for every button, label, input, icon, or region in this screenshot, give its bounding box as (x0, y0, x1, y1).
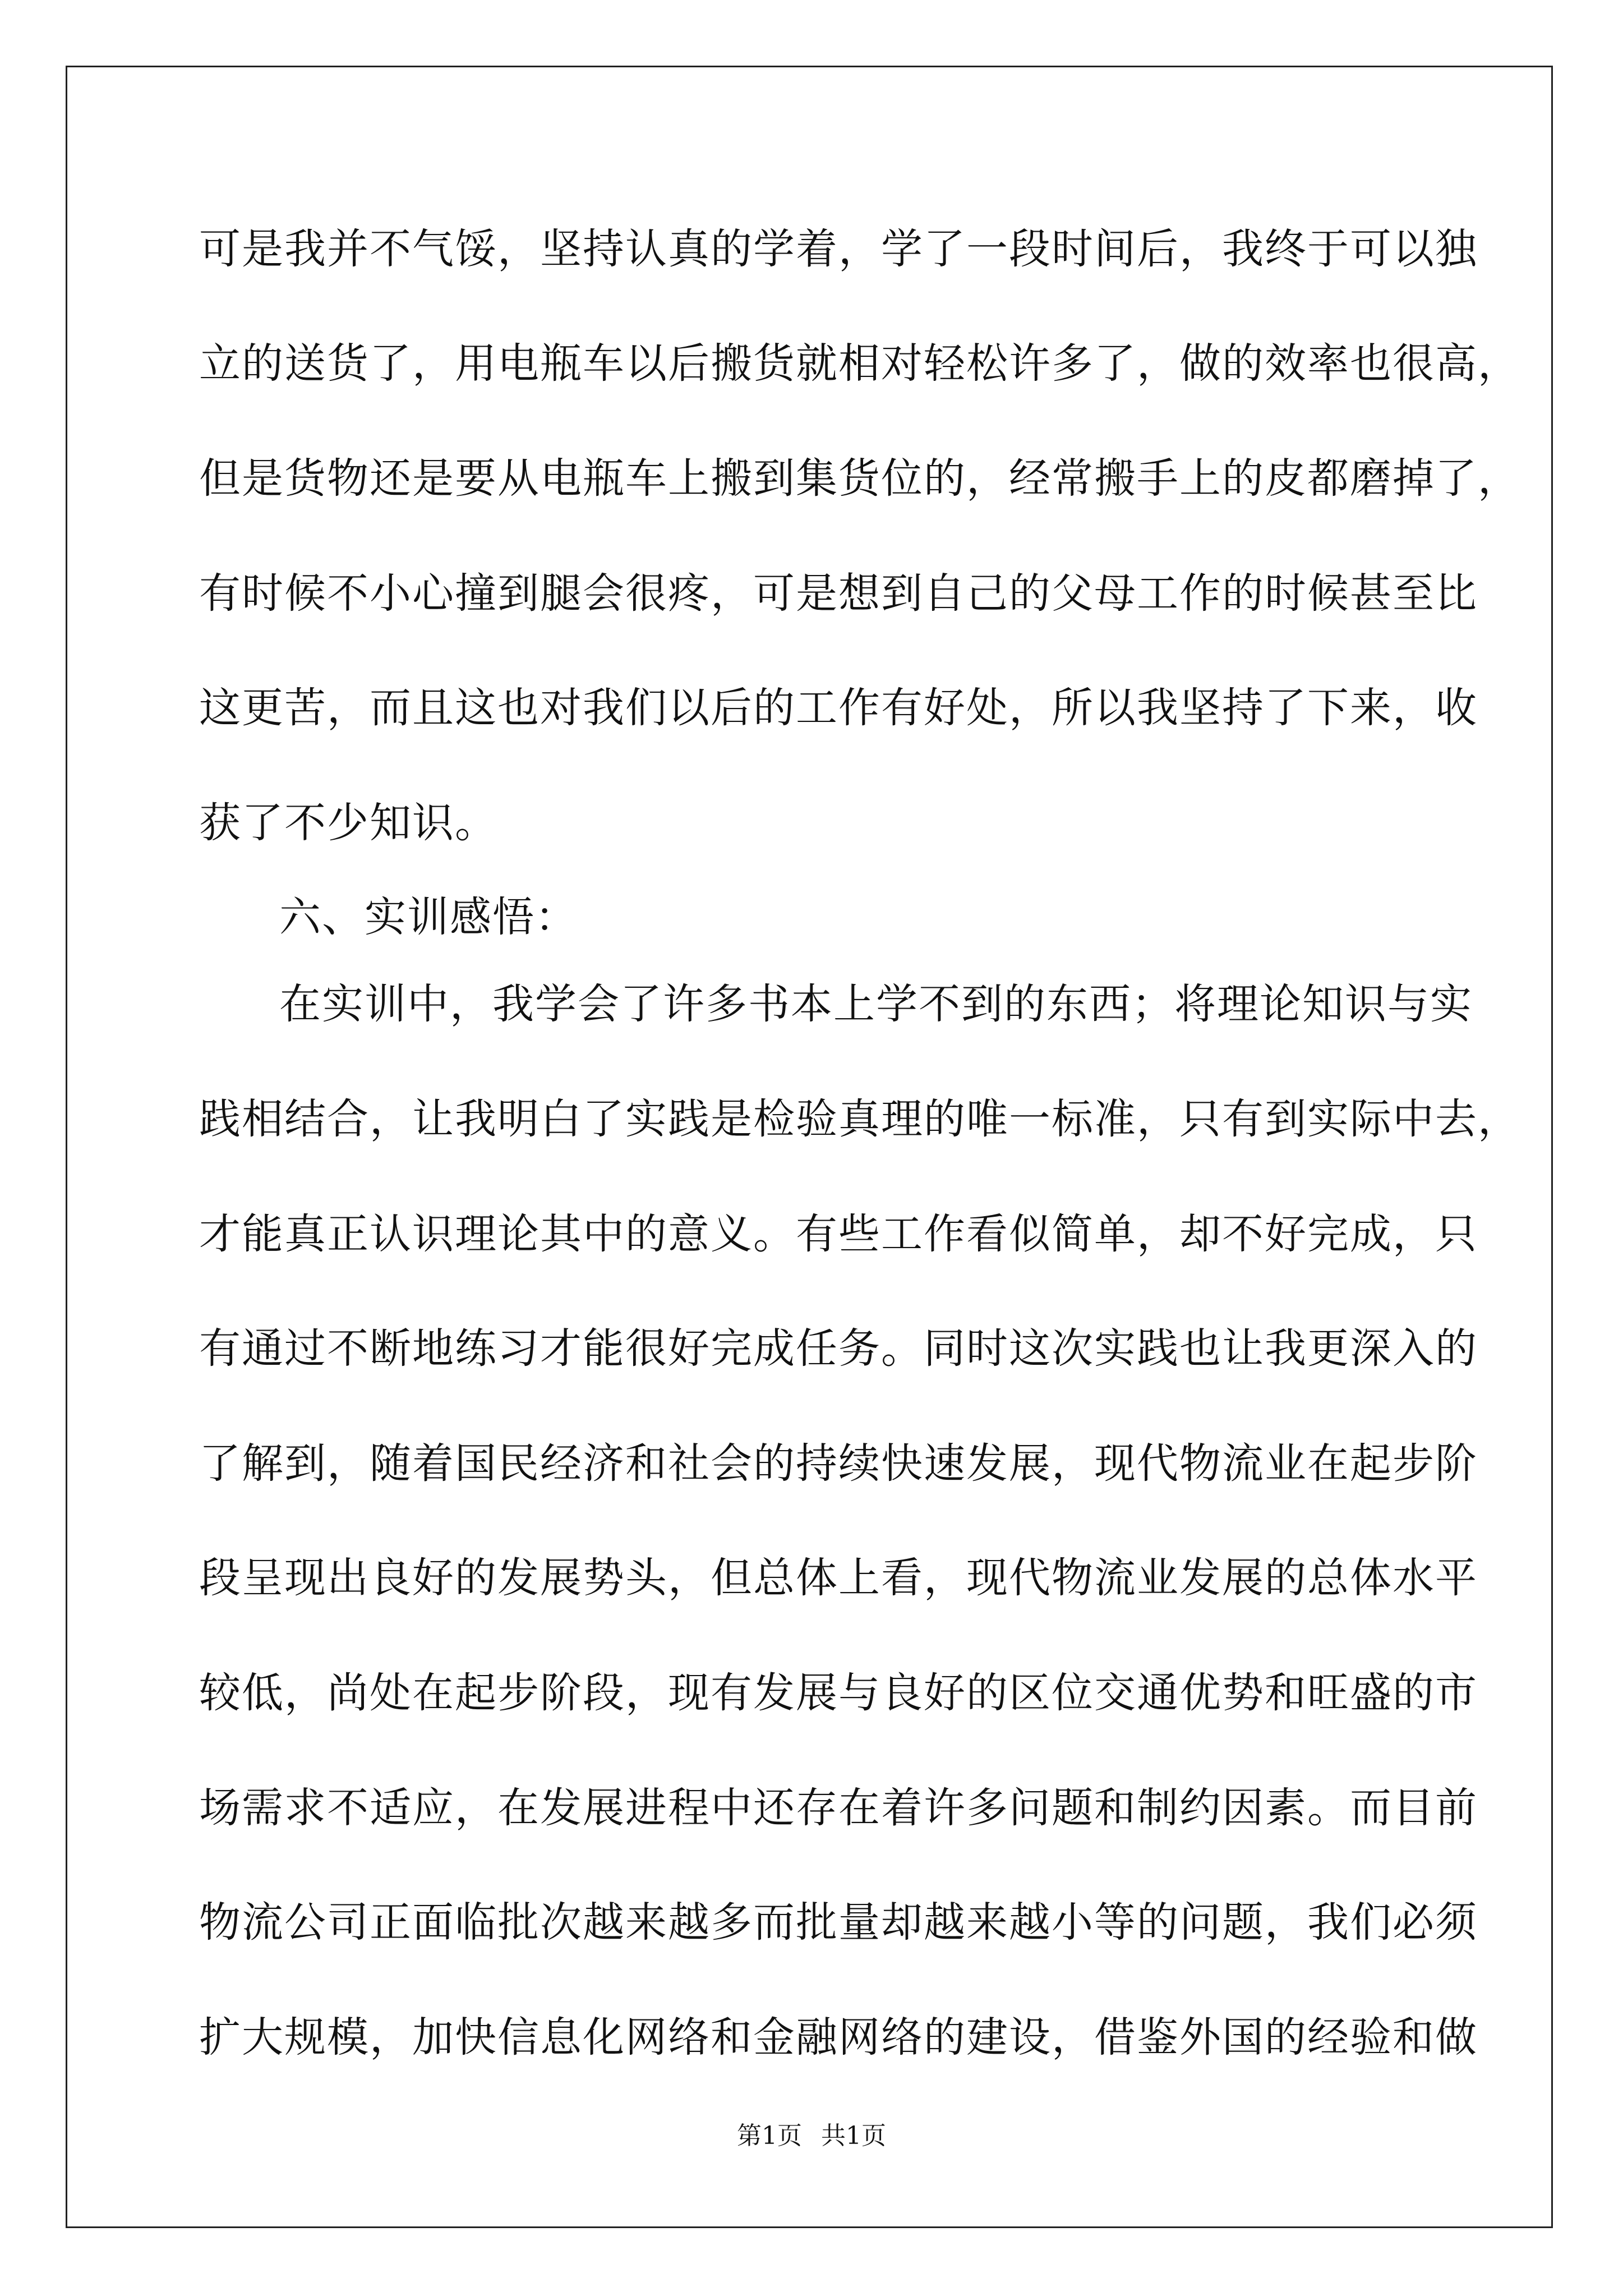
text-line: 获了不少知识。 (199, 799, 497, 847)
text-line: 场需求不适应，在发展进程中还存在着许多问题和制约因素。而目前 (199, 1784, 1478, 1832)
text-line: 段呈现出良好的发展势头，但总体上看，现代物流业发展的总体水平 (199, 1554, 1478, 1602)
text-line: 扩大规模，加快信息化网络和金融网络的建设，借鉴外国的经验和做 (199, 2013, 1478, 2062)
text-line: 可是我并不气馁，坚持认真的学着，学了一段时间后，我终于可以独 (199, 225, 1478, 273)
text-line: 在实训中，我学会了许多书本上学不到的东西；将理论知识与实 (279, 980, 1473, 1028)
text-line: 但是货物还是要从电瓶车上搬到集货位的，经常搬手上的皮都磨掉了， (199, 454, 1520, 503)
text-line: 才能真正认识理论其中的意义。有些工作看似简单，却不好完成，只 (199, 1210, 1478, 1258)
text-line: 物流公司正面临批次越来越多而批量却越来越小等的问题，我们必须 (199, 1898, 1478, 1947)
text-line: 践相结合，让我明白了实践是检验真理的唯一标准，只有到实际中去， (199, 1095, 1520, 1143)
page-number: 第1页 (737, 2122, 802, 2150)
text-line: 较低，尚处在起步阶段，现有发展与良好的区位交通优势和旺盛的市 (199, 1669, 1478, 1717)
section-heading: 六、实训感悟： (279, 893, 578, 941)
text-line: 了解到，随着国民经济和社会的持续快速发展，现代物流业在起步阶 (199, 1439, 1478, 1488)
text-line: 有通过不断地练习才能很好完成任务。同时这次实践也让我更深入的 (199, 1324, 1478, 1373)
text-line: 这更苦，而且这也对我们以后的工作有好处，所以我坚持了下来，收 (199, 684, 1478, 732)
text-line: 立的送货了，用电瓶车以后搬货就相对轻松许多了，做的效率也很高， (199, 339, 1520, 388)
page-total: 共1页 (821, 2122, 886, 2150)
text-line: 有时候不小心撞到腿会很疼，可是想到自己的父母工作的时候甚至比 (199, 569, 1478, 618)
page-footer (0, 2119, 1623, 2153)
